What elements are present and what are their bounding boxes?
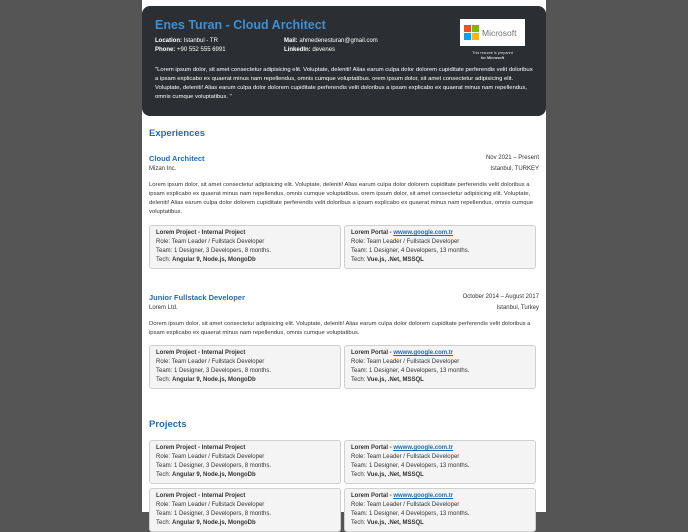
project-tech (351, 519, 529, 528)
resume-header (142, 6, 546, 116)
linkedin-value[interactable]: devenes (312, 47, 336, 53)
tech-label: Tech: (156, 377, 173, 383)
project-tech (156, 376, 334, 385)
project-team: Team: 1 Designer, 3 Developers, 8 months. (156, 463, 272, 469)
tech-value: Angular 9, Node.js, MongoDb (172, 377, 256, 383)
project-role: Role: Team Leader / Fullstack Developer (351, 239, 460, 245)
tech-label: Tech: (156, 520, 173, 526)
project-team: Team: 1 Designer, 3 Developers, 8 months. (156, 248, 272, 254)
project-link[interactable]: wwww.google.com.tr (393, 445, 454, 451)
mail-line[interactable] (284, 37, 378, 46)
tech-label: Tech: (351, 377, 368, 383)
company-logo (460, 19, 525, 46)
project-role: Role: Team Leader / Fullstack Developer (156, 239, 265, 245)
project-card (149, 488, 341, 532)
project-link[interactable]: wwww.google.com.tr (393, 350, 454, 356)
tech-label: Tech: (351, 520, 368, 526)
project-title: Lorem Project - Internal Project (156, 445, 246, 451)
project-card (149, 345, 341, 389)
project-role: Role: Team Leader / Fullstack Developer (351, 454, 460, 460)
job-company: Mizan Inc. (149, 166, 177, 172)
prepared-line-2: for Microsoft (480, 56, 505, 60)
project-tech (351, 471, 529, 480)
tech-value: Vue.js, .Net, MSSQL (367, 520, 424, 526)
project-title-text: Lorem Portal - (351, 493, 394, 499)
project-role: Role: Team Leader / Fullstack Developer (351, 359, 460, 365)
location-line (155, 37, 218, 46)
job-description: Lorem ipsum dolor, sit amet consectetur adipisicing elit. Voluptate, deleniti! Alias earum culpa dolor dolorem cupiditate perferendis velit doloribus a ipsam explicabo ex quaerat minus nam repellendus, omnis cumque voluptatibus. orem ipsum dolor, sit amet consectetur adipisicing elit. Voluptate, deleniti! Alias earum culpa dolor dolorem cupiditate perferendis velit doloribus a ipsam explicabo ex quaerat minus nam repellendus, omnis cumque voluptatibus. (149, 182, 534, 215)
location-label: Location: (155, 38, 182, 44)
project-link[interactable]: wwww.google.com.tr (393, 493, 454, 499)
prepared-for-note (460, 51, 525, 61)
job-date: Nov 2021 – Present (485, 155, 539, 161)
mail-value[interactable]: ahmedenesturan@gmail.com (299, 38, 378, 44)
project-card (149, 225, 341, 269)
job-description: Dorem ipsum dolor, sit amet consectetur adipisicing elit. Voluptate, deleniti! Alias earum culpa dolor dolorem cupiditate perferendis velit doloribus a ipsam explicabo ex quaerat minus nam repellendus, omnis cumque voluptatibus. (149, 321, 531, 336)
tech-label: Tech: (156, 472, 173, 478)
job-date: October 2014 – August 2017 (462, 294, 539, 300)
job-title: Junior Fullstack Developer (149, 293, 245, 302)
project-title-text: Lorem Portal - (351, 445, 394, 451)
project-card (149, 440, 341, 484)
project-card (344, 225, 536, 269)
project-tech (156, 471, 334, 480)
experiences-heading: Experiences (149, 128, 205, 139)
tech-label: Tech: (351, 472, 368, 478)
resume-page (142, 0, 546, 526)
tech-value: Vue.js, .Net, MSSQL (367, 377, 424, 383)
project-title: Lorem Project - Internal Project (156, 493, 246, 499)
phone-value: +90 552 555 6991 (177, 47, 226, 53)
tech-label: Tech: (156, 257, 173, 263)
job-location: Istanbul, TURKEY (490, 166, 539, 172)
tech-label: Tech: (351, 257, 368, 263)
project-tech (156, 519, 334, 528)
project-role: Role: Team Leader / Fullstack Developer (351, 502, 460, 508)
mail-label: Mail: (284, 38, 298, 44)
project-title-text: Lorem Portal - (351, 350, 394, 356)
tech-value: Angular 9, Node.js, MongoDb (172, 257, 256, 263)
prepared-line-1: This resume is prepared (472, 51, 513, 55)
project-team: Team: 1 Designer, 4 Developers, 13 months. (351, 463, 470, 469)
job-location: Istanbul, Turkey (496, 305, 539, 311)
linkedin-label: LinkedIn: (284, 47, 311, 53)
microsoft-logo-icon (464, 25, 479, 40)
project-team: Team: 1 Designer, 4 Developers, 13 months. (351, 368, 470, 374)
project-role: Role: Team Leader / Fullstack Developer (156, 502, 265, 508)
summary-quote: "Lorem ipsum dolor, sit amet consectetur adipisicing elit. Voluptate, deleniti! Alias earum culpa dolor dolorem cupiditate perferendis velit doloribus a ipsam explicabo ex quaerat minus nam repellendus, omnis cumque voluptatibus. orem ipsum dolor, sit amet consectetur adipisicing elit. Voluptate, deleniti! Alias earum culpa dolor dolorem cupiditate perferendis velit doloribus a ipsam explicabo ex quaerat minus nam repellendus, omnis cumque voluptatibus. " (155, 67, 533, 100)
logo-text: Microsoft (482, 27, 517, 38)
project-card (344, 488, 536, 532)
project-title (351, 444, 529, 453)
project-team: Team: 1 Designer, 4 Developers, 13 months. (351, 248, 470, 254)
location-value: Istanbul - TR (183, 38, 218, 44)
project-role: Role: Team Leader / Fullstack Developer (156, 359, 265, 365)
job-title: Cloud Architect (149, 154, 205, 163)
project-tech (156, 256, 334, 265)
linkedin-line[interactable] (284, 46, 335, 55)
project-title (351, 492, 529, 501)
phone-label: Phone: (155, 47, 176, 53)
project-tech (351, 256, 529, 265)
tech-value: Vue.js, .Net, MSSQL (367, 472, 424, 478)
candidate-name: Enes Turan - Cloud Architect (155, 18, 326, 32)
project-title-text: Lorem Portal - (351, 230, 394, 236)
project-title (351, 229, 529, 238)
projects-heading: Projects (149, 419, 187, 430)
tech-value: Vue.js, .Net, MSSQL (367, 257, 424, 263)
tech-value: Angular 9, Node.js, MongoDb (172, 520, 256, 526)
job-company: Lorem Ltd. (149, 305, 178, 311)
project-card (344, 345, 536, 389)
project-role: Role: Team Leader / Fullstack Developer (156, 454, 265, 460)
project-title (351, 349, 529, 358)
phone-line (155, 46, 226, 55)
project-title: Lorem Project - Internal Project (156, 230, 246, 236)
project-link[interactable]: wwww.google.com.tr (393, 230, 454, 236)
project-tech (351, 376, 529, 385)
project-team: Team: 1 Designer, 3 Developers, 8 months. (156, 368, 272, 374)
tech-value: Angular 9, Node.js, MongoDb (172, 472, 256, 478)
project-team: Team: 1 Designer, 4 Developers, 13 months. (351, 511, 470, 517)
project-card (344, 440, 536, 484)
project-team: Team: 1 Designer, 3 Developers, 8 months. (156, 511, 272, 517)
project-title: Lorem Project - Internal Project (156, 350, 246, 356)
